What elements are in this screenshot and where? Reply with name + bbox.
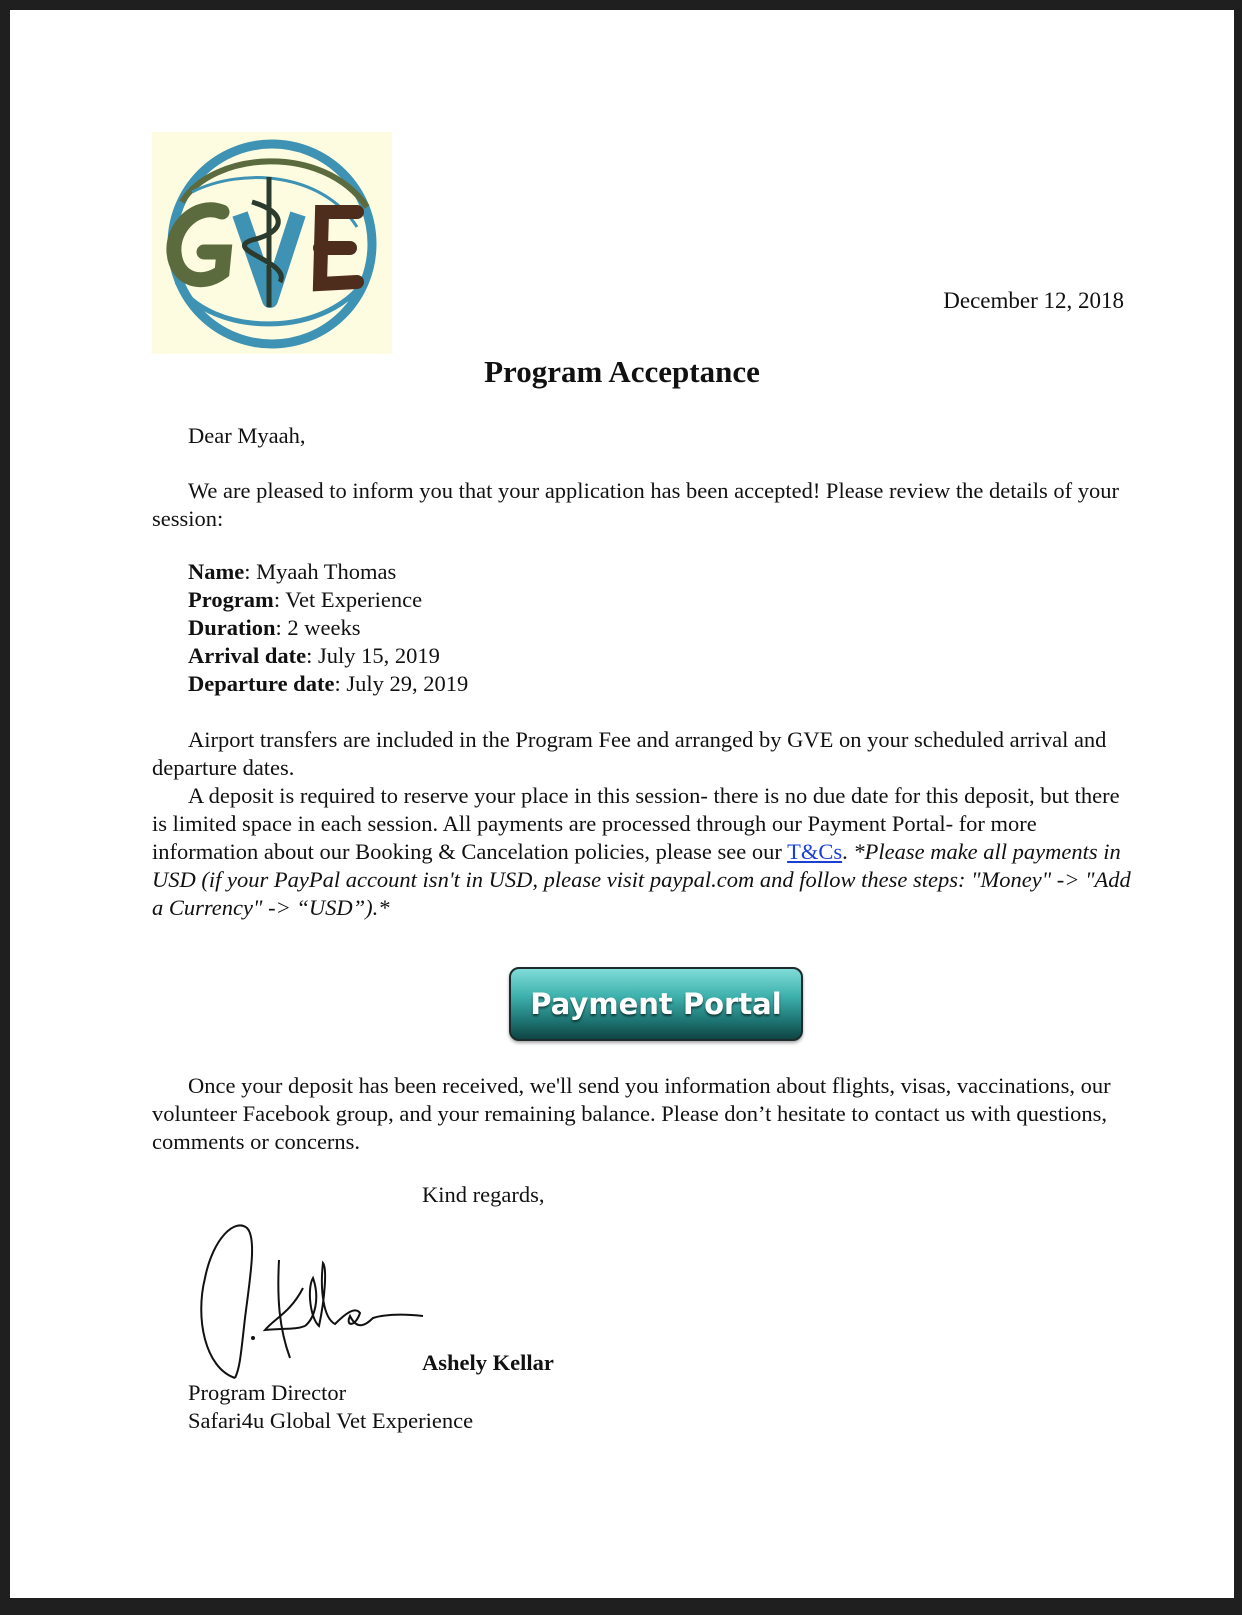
intro-paragraph [152,477,1132,533]
letter-date: December 12, 2018 [943,288,1124,313]
deposit-text: A deposit is required to reserve your place in this session- there is no due date for this deposit, but there is limited space in each session. All payments are processed through our Payment Portal- for more information about our Booking & Cancelation policies, please see our [152,783,1120,864]
detail-row-arrival [188,642,1168,670]
detail-row-program [188,586,1168,614]
detail-value: : Myaah Thomas [244,559,397,584]
detail-value: : 2 weeks [275,615,361,640]
detail-row-name [188,558,1168,586]
terms-link[interactable]: T&Cs [787,839,843,864]
detail-label: Departure date [188,671,335,696]
detail-label: Name [188,559,245,584]
organization-name: Safari4u Global Vet Experience [188,1408,474,1433]
signature-image [195,1218,425,1388]
detail-label: Arrival date [188,643,307,668]
detail-row-departure [188,670,1168,698]
payment-portal-button[interactable]: Payment Portal [509,967,803,1041]
letter-page [10,10,1234,1598]
salutation-text: Dear Myaah, [188,423,306,448]
closing-paragraph [152,1072,1132,1156]
detail-label: Program [188,587,274,612]
after-link-text: . [842,839,854,864]
detail-value: : July 15, 2019 [306,643,440,668]
salutation [152,422,1132,450]
airport-paragraph [152,726,1132,782]
signer-title: Program Director [188,1380,347,1405]
detail-row-duration [188,614,1168,642]
session-details [188,558,1168,698]
letter-title: Program Acceptance [484,354,760,389]
detail-value: : July 29, 2019 [334,671,469,696]
detail-label: Duration [188,615,276,640]
closing-text: Once your deposit has been received, we'll send you information about flights, visas, vaccinations, our volunteer Facebook group, and your remaining balance. Please don’t hesitate to contact us with questions, comments or concerns. [152,1073,1111,1154]
kind-regards: Kind regards, [422,1182,545,1207]
signer-name: Ashely Kellar [422,1350,554,1375]
deposit-paragraph-text [152,782,1132,922]
deposit-paragraph [152,782,1132,922]
intro-text: We are pleased to inform you that your application has been accepted! Please review the details of your session: [152,478,1119,531]
detail-value: : Vet Experience [273,587,423,612]
signer-role [188,1379,473,1435]
airport-text: Airport transfers are included in the Program Fee and arranged by GVE on your scheduled arrival and departure dates. [152,727,1107,780]
usd-note: *Please make all payments in USD (if your PayPal account isn't in USD, please visit paypal.com and follow these steps: "Money" -> "Add a Currency" -> “USD”).* [152,839,1131,920]
gve-logo [152,132,392,354]
